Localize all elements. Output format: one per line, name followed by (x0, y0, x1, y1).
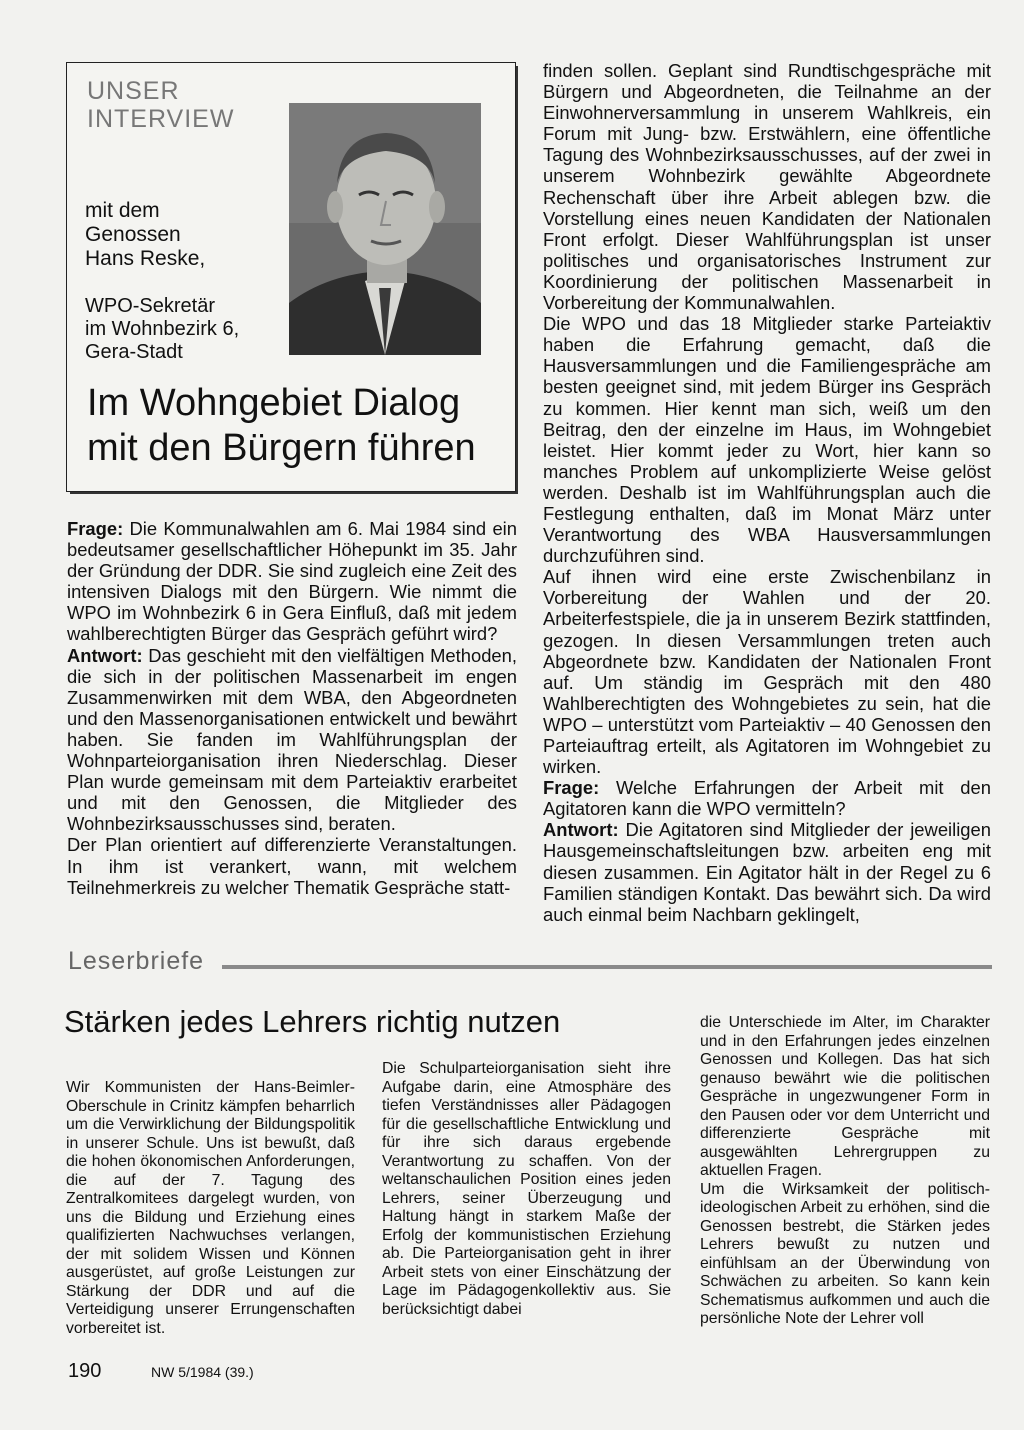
headline-line: mit den Bürgern führen (87, 427, 476, 469)
portrait-photo (289, 103, 481, 355)
letter-headline: Stärken jedes Lehrers richtig nutzen (64, 1004, 561, 1039)
paragraph (543, 819, 991, 924)
paragraph (67, 645, 517, 835)
kicker-line: UNSER (87, 77, 180, 105)
portrait-illustration (289, 103, 481, 355)
guest-line: mit dem (85, 199, 160, 222)
letter-column-3 (700, 1014, 990, 1329)
paragraph-text: Das geschieht mit den vielfältigen Methoden, die sich in der politischen Massenarbeit im engen Zusammenwirken mit dem WBA, den Abgeordneten und den Massenorganisationen entwickelt und bewährt haben. Sie fanden im Wahlführungsplan der Wohnparteiorganisation ihren Niederschlag. Dieser Plan wurde gemeinsam mit dem Parteiaktiv erarbeitet und mit den Genossen, die Mitglieder des Wohnbezirksausschusses sind, beraten. (67, 644, 517, 835)
paragraph-label: Antwort: (67, 644, 143, 666)
paragraph (67, 518, 517, 645)
paragraph-label: Frage: (543, 777, 600, 799)
paragraph (67, 834, 517, 897)
section-label: Leserbriefe (68, 947, 205, 975)
paragraph-text: Die Kommunalwahlen am 6. Mai 1984 sind ein bedeutsamer gesellschaftlicher Höhepunkt im 35. Jahr der Gründung der DDR. Sie sind zugleich eine Zeit des intensiven Dialogs mit den Bürgern. Wie nimmt die WPO im Wohnbezirk 6 in Gera Einfluß, daß mit jedem wahlberechtigten Bürger das Gespräch geführt wird? (67, 518, 517, 645)
interview-guest (85, 199, 285, 271)
paragraph: Um die Wirksamkeit der politisch-ideologischen Arbeit zu erhöhen, sind die Genossen bestrebt, die Stärken jedes Lehrers bewußt zu nutzen und einfühlsam an der Überwindung von Schwächen zu arbeiten. So kann kein Schematismus aufkommen und auch die persönliche Note der Lehrer voll (700, 1180, 990, 1327)
paragraph (543, 566, 991, 777)
page-number: 190 (68, 1360, 102, 1382)
paragraph: die Unterschiede im Alter, im Charakter und in den Erfahrungen jedes einzelnen Genossen und Kollegen. Das hat sich genauso bewährt wie die politischen Gespräche in ungezwungener Form in den Pausen oder vor dem Unterricht und differenzierte Gespräche mit ausgewählten Lehrergruppen zu aktuellen Fragen. (700, 1014, 990, 1179)
letter-column-2 (382, 1060, 671, 1319)
letter-column-1 (66, 1079, 355, 1338)
role-line: im Wohnbezirk 6, (85, 318, 240, 340)
headline-line: Im Wohngebiet Dialog (87, 382, 461, 424)
interview-role (85, 295, 305, 364)
interview-text-right (543, 60, 991, 925)
paragraph-text: Auf ihnen wird eine erste Zwischenbilanz in Vorbereitung der Wahlen und der 20. Arbeiterfestspiele, die ja in unserem Bezirk stattfinden, gezogen. In diesen Versammlungen treten auch Abgeordnete bzw. Kandidaten der Nationalen Front auf. Um ständig im Gespräch mit den 480 Wahlberechtigten des Wohngebietes zu sein, hat die WPO – unterstützt vom Parteiaktiv – 40 Genossen den Parteiauftrag erteilt, als Agitatoren im Wohngebiet zu wirken. (543, 566, 991, 778)
interview-headline (87, 381, 507, 471)
kicker-line: INTERVIEW (87, 105, 235, 133)
interview-text-left (67, 518, 517, 898)
paragraph-text: finden sollen. Geplant sind Rundtischgespräche mit Bürgern und Abgeordneten, die Teilnahme an der Einwohnerversammlung in unserem Wahlkreis, ein Forum mit Jung- bzw. Erstwählern, eine öffentliche Tagung des Wohnbezirksausschusses, auf der zwei in unserem Wohnbezirk gewählte Abgeordnete Rechenschaft über ihre Arbeit ablegen bzw. die Vorstellung eines neuen Kandidaten der Nationalen Front erfolgt. Dieser Wahlführungsplan ist unser politisches und organisatorisches Instrument zur Koordinierung der politischen Massenarbeit in Vorbereitung der Kommunalwahlen. (543, 60, 991, 314)
paragraph-text: Der Plan orientiert auf differenzierte Veranstaltungen. In ihm ist verankert, wann, mit welchem Teilnehmerkreis zu welcher Thematik Gespräche statt- (67, 834, 517, 898)
interview-box (66, 62, 516, 492)
issue-info: NW 5/1984 (39.) (151, 1364, 254, 1380)
role-line: Gera-Stadt (85, 341, 183, 363)
guest-line: Hans Reske, (85, 247, 206, 270)
paragraph (543, 60, 991, 313)
paragraph (543, 313, 991, 566)
interview-kicker (87, 77, 234, 133)
paragraph-text: Die Agitatoren sind Mitglieder der jeweiligen Hausgemeinschaftsleitungen bzw. arbeiten eng mit diesen zusammen. Ein Agitator hält in der Regel zu 6 Familien ständigen Kontakt. Das bewährt sich. Da wird auch einmal beim Nachbarn geklingelt, (543, 819, 991, 925)
paragraph: Die Schulparteiorganisation sieht ihre Aufgabe darin, eine Atmosphäre des tiefen Verständnisses aller Pädagogen für die gesellschaftliche Entwicklung und für ihre sich daraus ergebende Verantwortung zu schaffen. Von der weltanschaulichen Position eines jeden Lehrers, seiner Überzeugung und Haltung hängt in starkem Maße der Erfolg der kommunistischen Erziehung ab. Die Parteiorganisation geht in ihrer Arbeit stets von einer Einschätzung der Lage im Pädagogenkollektiv aus. Sie berücksichtigt dabei (382, 1060, 671, 1318)
paragraph-label: Frage: (67, 518, 124, 539)
paragraph (543, 777, 991, 819)
paragraph: Wir Kommunisten der Hans-Beimler-Oberschule in Crinitz kämpfen beharrlich um die Verwirklichung der Bildungspolitik in unserer Schule. Uns ist bewußt, daß die hohen ökonomischen Anforderungen, die auf der 7. Tagung des Zentralkomitees dargelegt wurden, von uns die Bildung und Erziehung eines qualifizierten Nachwuchses verlangen, der mit solidem Wissen und Können ausgerüstet, auf große Leistungen zur Stärkung der DDR und auf die Verteidigung unserer Errungenschaften vorbereitet ist. (66, 1079, 355, 1337)
section-rule (222, 965, 992, 969)
paragraph-label: Antwort: (543, 819, 619, 841)
guest-line: Genossen (85, 223, 181, 246)
paragraph-text: Welche Erfahrungen der Arbeit mit den Agitatoren kann die WPO vermitteln? (543, 777, 991, 820)
role-line: WPO-Sekretär (85, 295, 216, 317)
paragraph-text: Die WPO und das 18 Mitglieder starke Parteiaktiv haben die Erfahrung gemacht, daß die Hausversammlungen und die Familiengespräche am besten geeignet sind, mit jedem Bürger ins Gespräch zu kommen. Hier kennt man sich, weiß um den Beitrag, den der einzelne im Haus, im Wohngebiet leistet. Hier kommt jeder zu Wort, hier kann so manches Problem auf unkomplizierte Weise gelöst werden. Deshalb ist im Wahlführungsplan auch die Festlegung enthalten, daß im Monat März unter Verantwortung des WBA Hausversammlungen durchzuführen sind. (543, 313, 991, 567)
